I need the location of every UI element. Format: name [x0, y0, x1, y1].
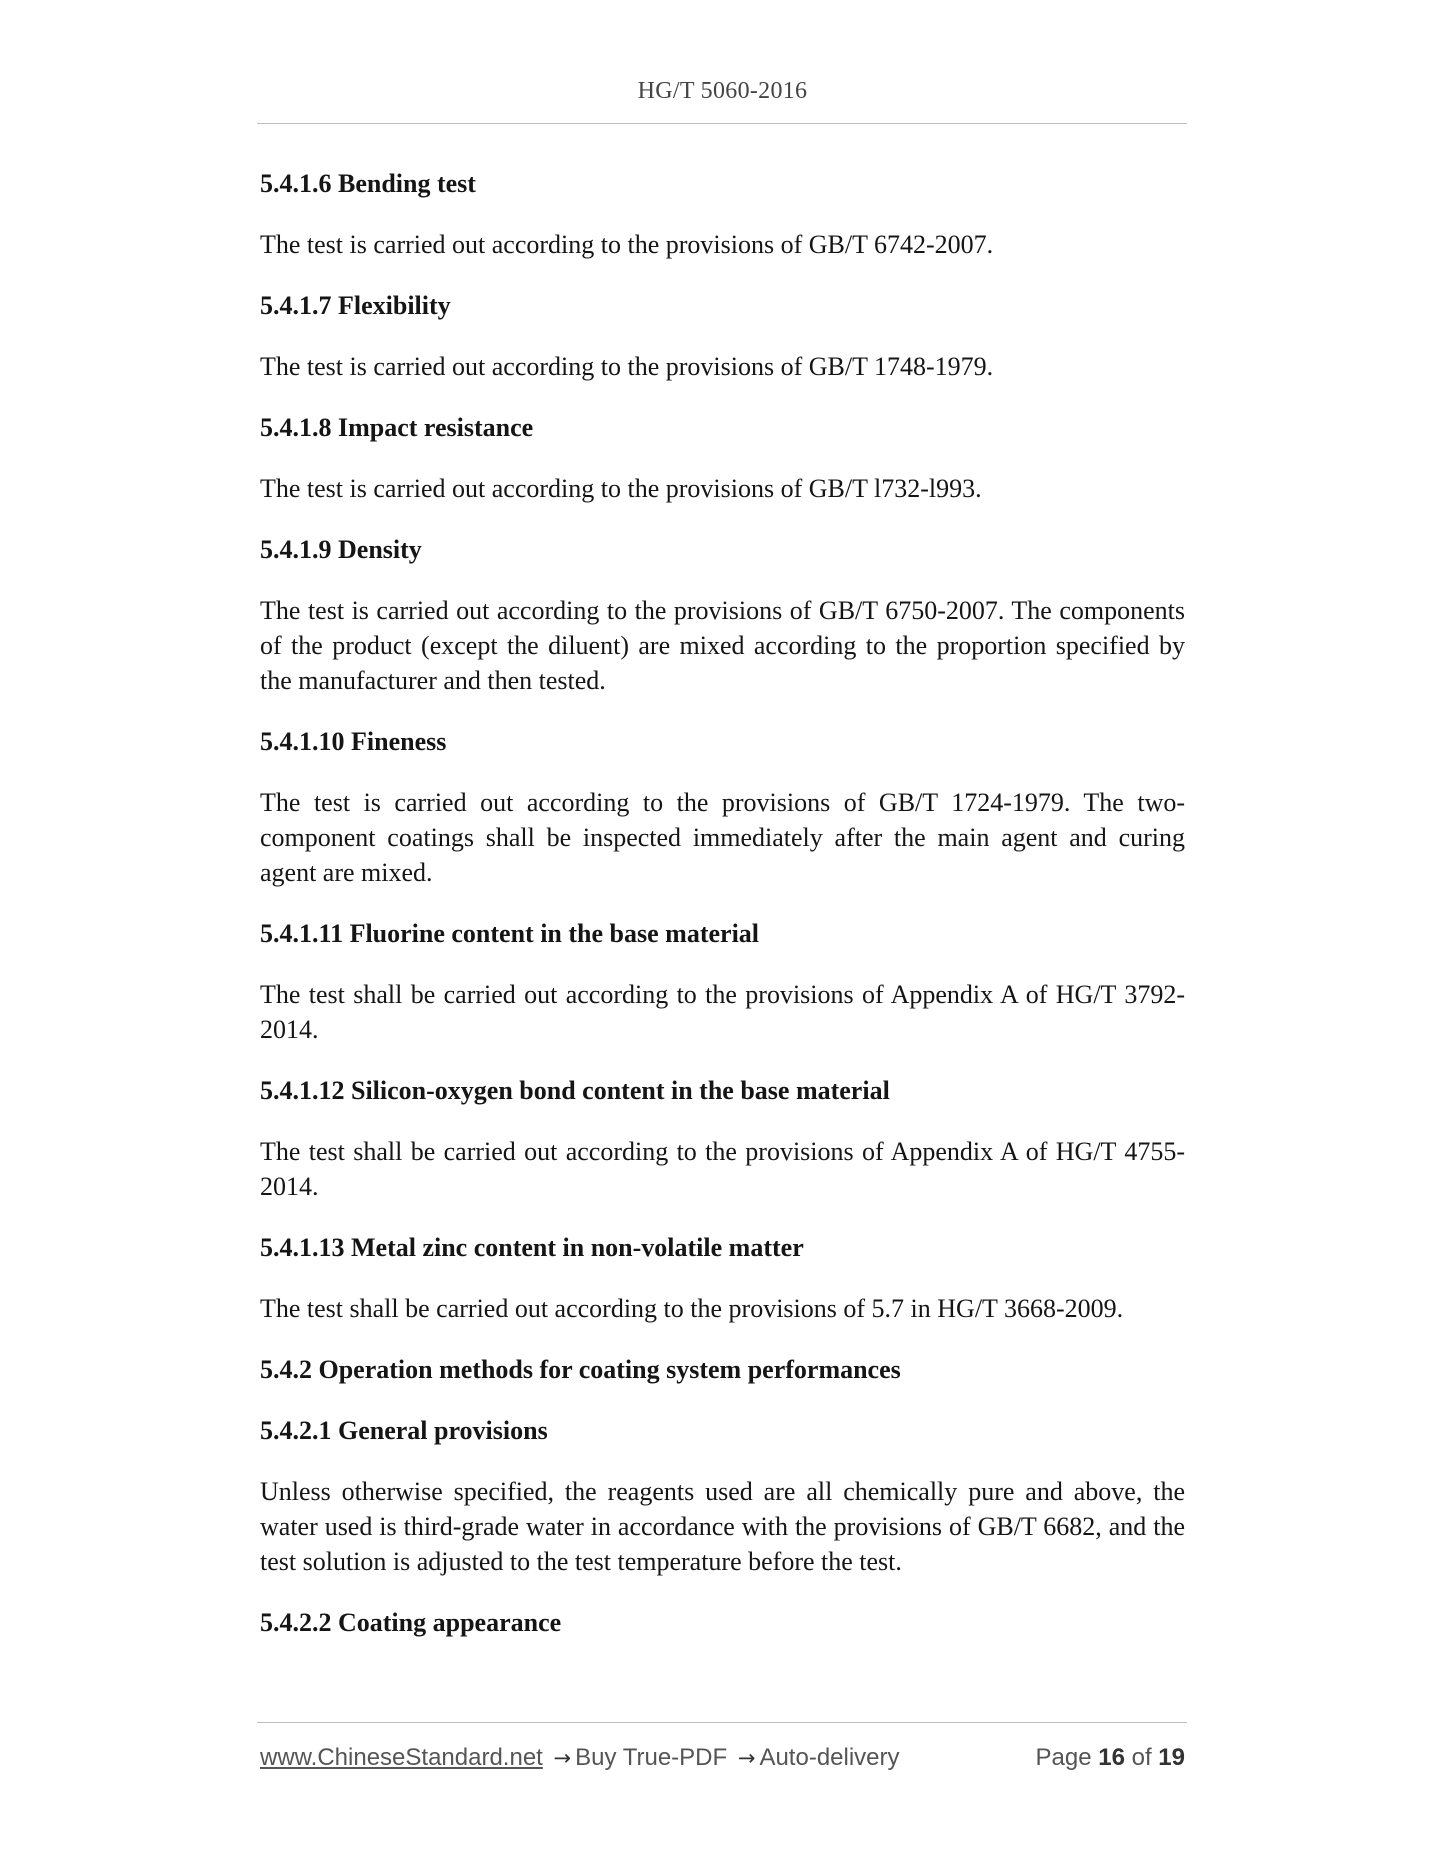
- total-pages: 19: [1158, 1744, 1185, 1771]
- section-paragraph: The test is carried out according to the provisions of GB/T 1724-1979. The two-component coatings shall be inspected immediately after the main agent and curing agent are mixed.: [260, 788, 1185, 887]
- section-paragraph: Unless otherwise specified, the reagents used are all chemically pure and above, the water used is third-grade water in accordance with the provisions of GB/T 6682, and the test solution is adjusted to the test temperature before the test.: [260, 1477, 1185, 1576]
- section-paragraph: The test is carried out according to the provisions of GB/T 6750-2007. The components of the product (except the diluent) are mixed according to the proportion specified by the manufacturer and then tested.: [260, 596, 1185, 695]
- section-heading: 5.4.1.7 Flexibility: [260, 291, 451, 320]
- footer-divider: [257, 1722, 1187, 1723]
- section-heading: 5.4.1.11 Fluorine content in the base material: [260, 919, 760, 948]
- chinesestandard-link[interactable]: www.ChineseStandard.net: [260, 1744, 543, 1771]
- page-label: Page: [1035, 1744, 1092, 1771]
- section-paragraph: The test shall be carried out according to the provisions of Appendix A of HG/T 3792-2014.: [260, 980, 1185, 1044]
- header-divider: [257, 123, 1187, 124]
- right-arrow-icon: →: [553, 1746, 572, 1770]
- section-heading: 5.4.1.12 Silicon-oxygen bond content in the base material: [260, 1076, 890, 1105]
- section-heading: 5.4.2.1 General provisions: [260, 1416, 548, 1445]
- section-paragraph: The test is carried out according to the provisions of GB/T 6742-2007.: [260, 230, 994, 259]
- section-paragraph: The test shall be carried out according to the provisions of 5.7 in HG/T 3668-2009.: [260, 1294, 1124, 1323]
- right-arrow-icon: →: [737, 1746, 756, 1770]
- page-header: HG/T 5060-2016: [637, 78, 808, 104]
- buy-true-pdf-text: Buy True-PDF: [575, 1744, 728, 1771]
- section-heading: 5.4.1.8 Impact resistance: [260, 413, 534, 442]
- section-heading: 5.4.2 Operation methods for coating system performances: [260, 1355, 901, 1384]
- section-paragraph: The test shall be carried out according to the provisions of Appendix A of HG/T 4755-2014.: [260, 1137, 1185, 1201]
- current-page: 16: [1098, 1744, 1125, 1771]
- section-heading: 5.4.2.2 Coating appearance: [260, 1608, 562, 1637]
- page-number: [1036, 1744, 1186, 1772]
- section-heading: 5.4.1.9 Density: [260, 535, 422, 564]
- section-paragraph: The test is carried out according to the provisions of GB/T 1748-1979.: [260, 352, 994, 381]
- section-heading: 5.4.1.10 Fineness: [260, 727, 447, 756]
- section-paragraph: The test is carried out according to the provisions of GB/T l732-l993.: [260, 474, 982, 503]
- auto-delivery-text: Auto-delivery: [759, 1744, 900, 1771]
- body-content: [260, 166, 1185, 1666]
- section-heading: 5.4.1.6 Bending test: [260, 169, 476, 198]
- section-heading: 5.4.1.13 Metal zinc content in non-volatile matter: [260, 1233, 804, 1262]
- of-label: of: [1131, 1744, 1152, 1771]
- page-footer: [260, 1744, 1185, 1778]
